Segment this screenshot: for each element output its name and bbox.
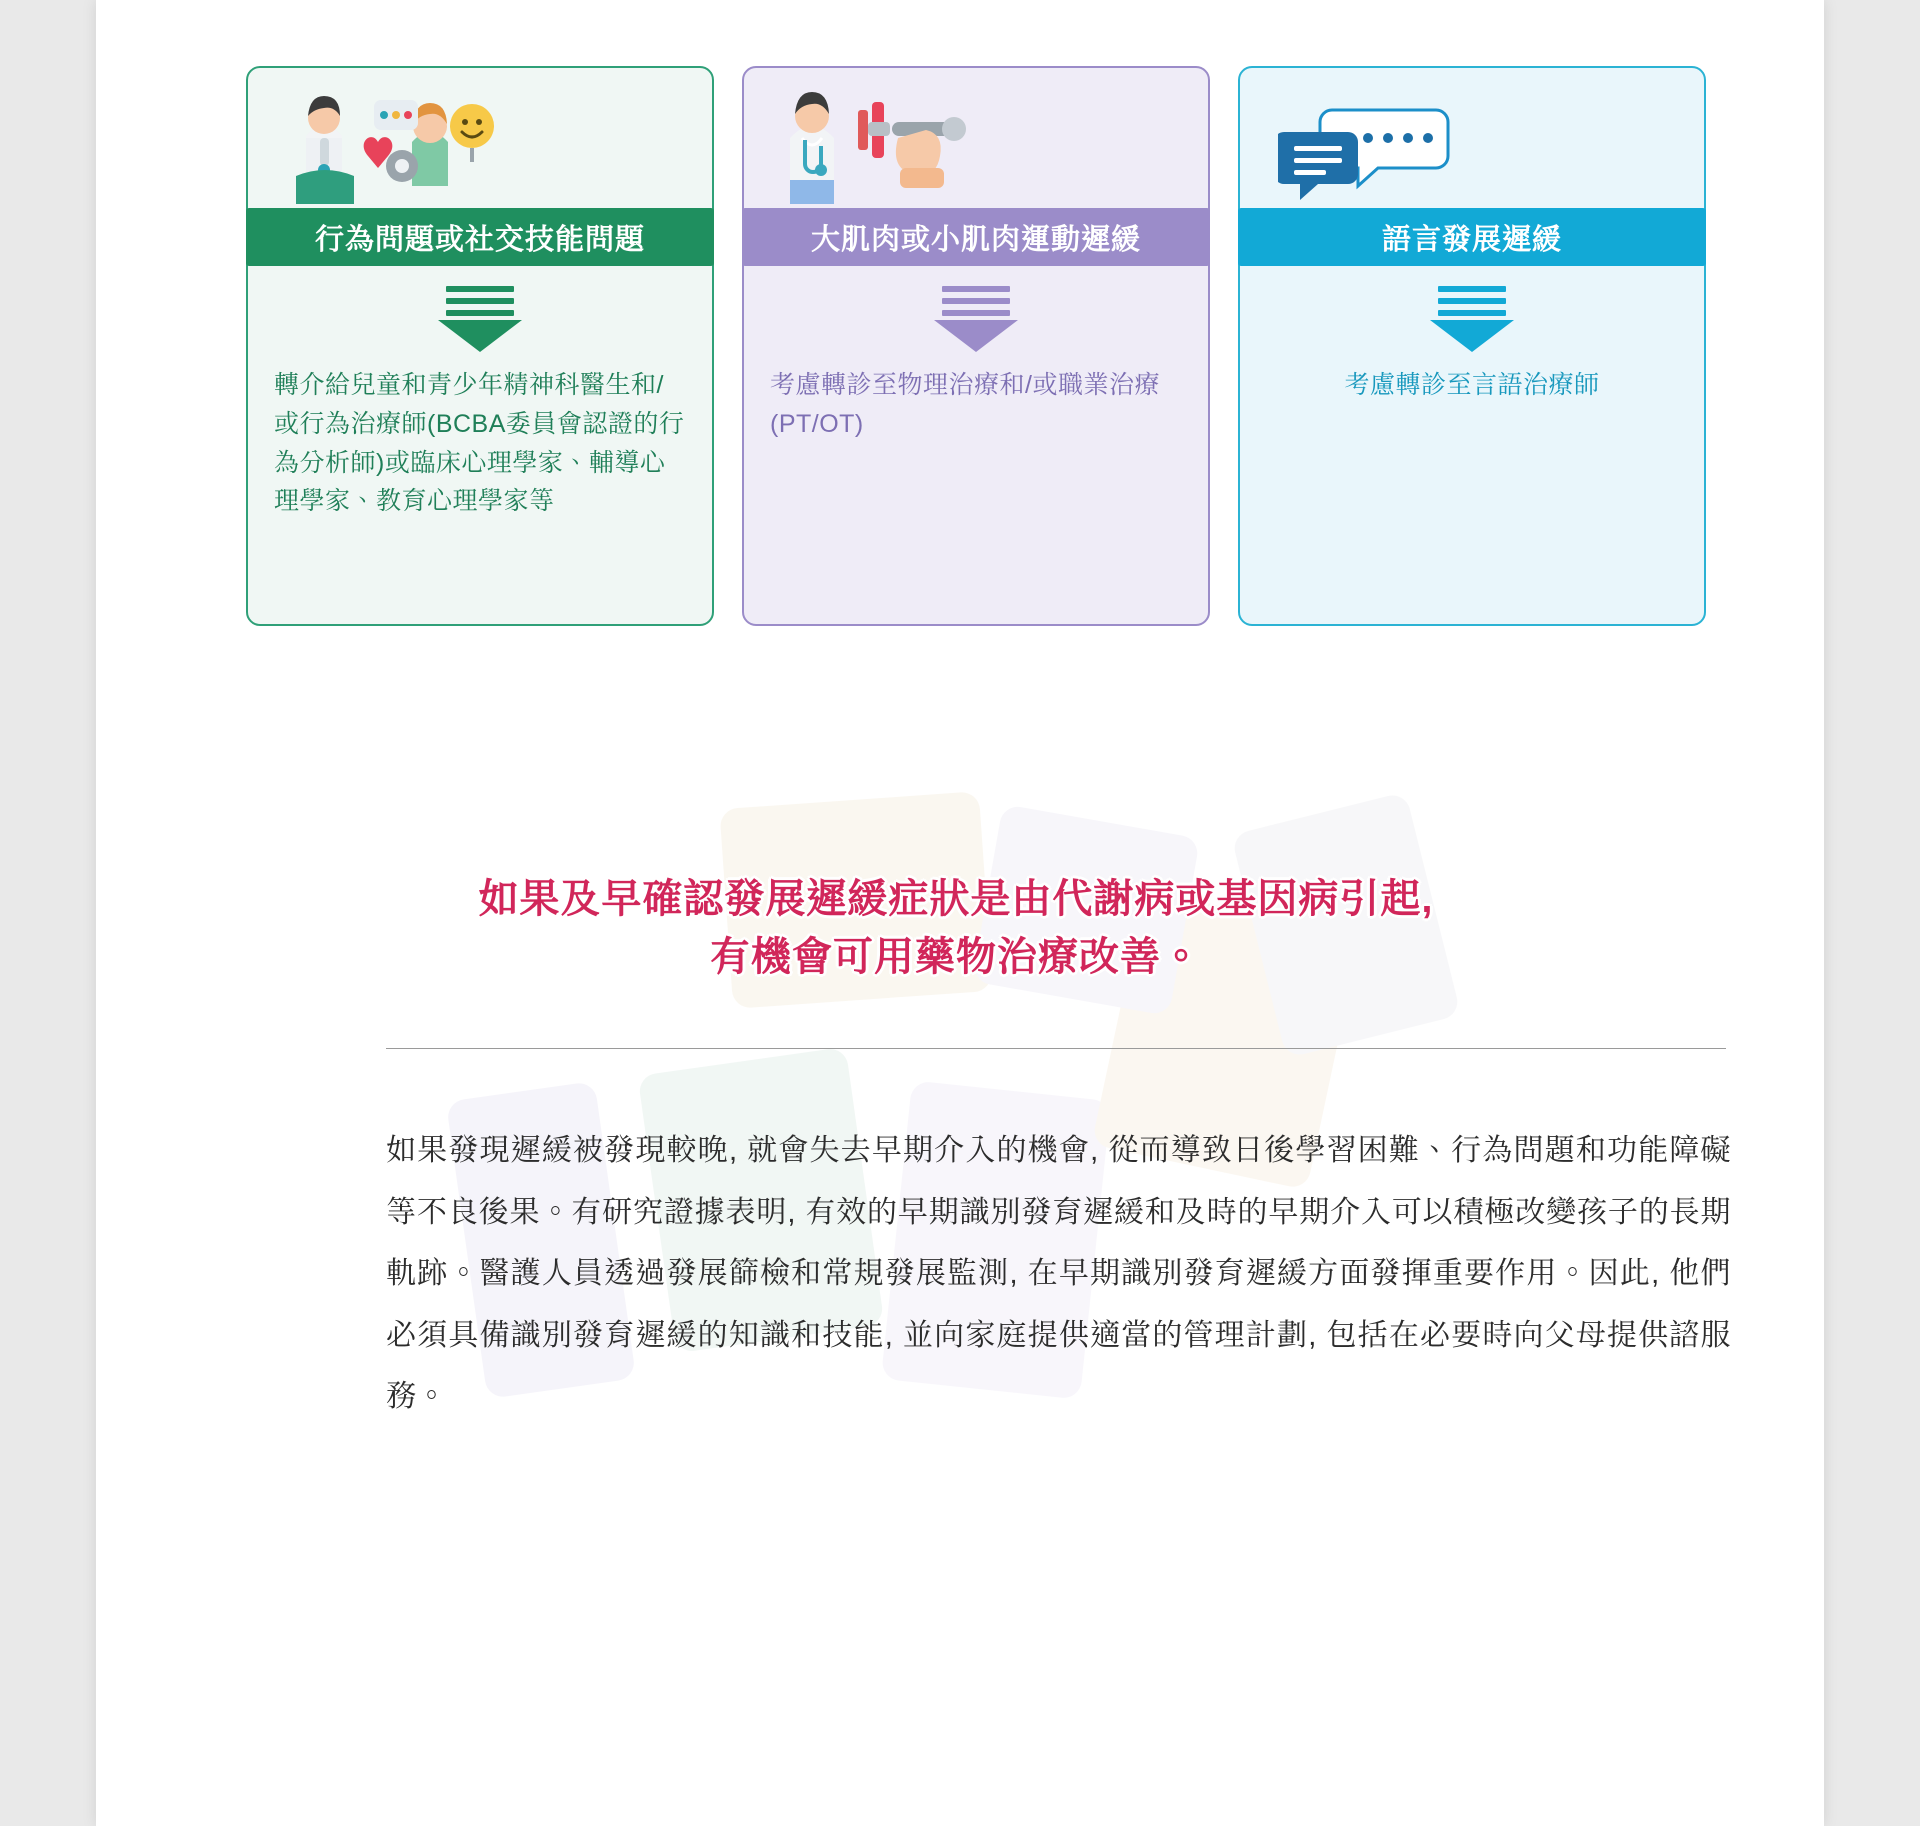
doctor-and-dumbbell-icon (744, 68, 1208, 208)
headline (256, 870, 1656, 986)
divider (386, 1048, 1726, 1049)
card-banner-label: 大肌肉或小肌肉運動遲緩 (742, 208, 1210, 266)
speech-bubbles-icon (1240, 68, 1704, 208)
card-body-text: 考慮轉診至物理治療和/或職業治療 (PT/OT) (770, 371, 1160, 438)
therapist-and-child-icon (248, 68, 712, 208)
body-paragraph: 如果發現遲緩被發現較晚, 就會失去早期介入的機會, 從而導致日後學習困難、行為問題和功能障礙等不良後果。有研究證據表明, 有效的早期識別發育遲緩和及時的早期介入可以積極改變孩子的長期軌跡。醫護人員透過發展篩檢和常規發展監測, 在早期識別發育遲緩方面發揮重要作用。因此, 他們必須具備識別發育遲緩的知識和技能, 並向家庭提供適當的管理計劃, 包括在必要時向父母提供諮服務。 (386, 1134, 1731, 1413)
card-speech (1238, 66, 1706, 626)
headline-line-2: 有機會可用藥物治療改善。 (710, 935, 1202, 979)
referral-cards (246, 66, 1706, 626)
down-arrow-icon (248, 286, 712, 352)
card-banner-label: 語言發展遲緩 (1238, 208, 1706, 266)
down-arrow-icon (744, 286, 1208, 352)
down-arrow-icon (1240, 286, 1704, 352)
headline-line-1: 如果及早確認發展遲緩症狀是由代謝病或基因病引起, (478, 877, 1434, 921)
card-body-text: 考慮轉診至言語治療師 (1344, 371, 1600, 399)
card-banner-label: 行為問題或社交技能問題 (246, 208, 714, 266)
card-motor (742, 66, 1210, 626)
document-page (96, 0, 1824, 1826)
card-behaviour (246, 66, 714, 626)
card-body-text: 轉介給兒童和青少年精神科醫生和/或行為治療師(BCBA委員會認證的行為分析師)或臨床心理學家、輔導心理學家、教育心理學家等 (274, 371, 685, 516)
